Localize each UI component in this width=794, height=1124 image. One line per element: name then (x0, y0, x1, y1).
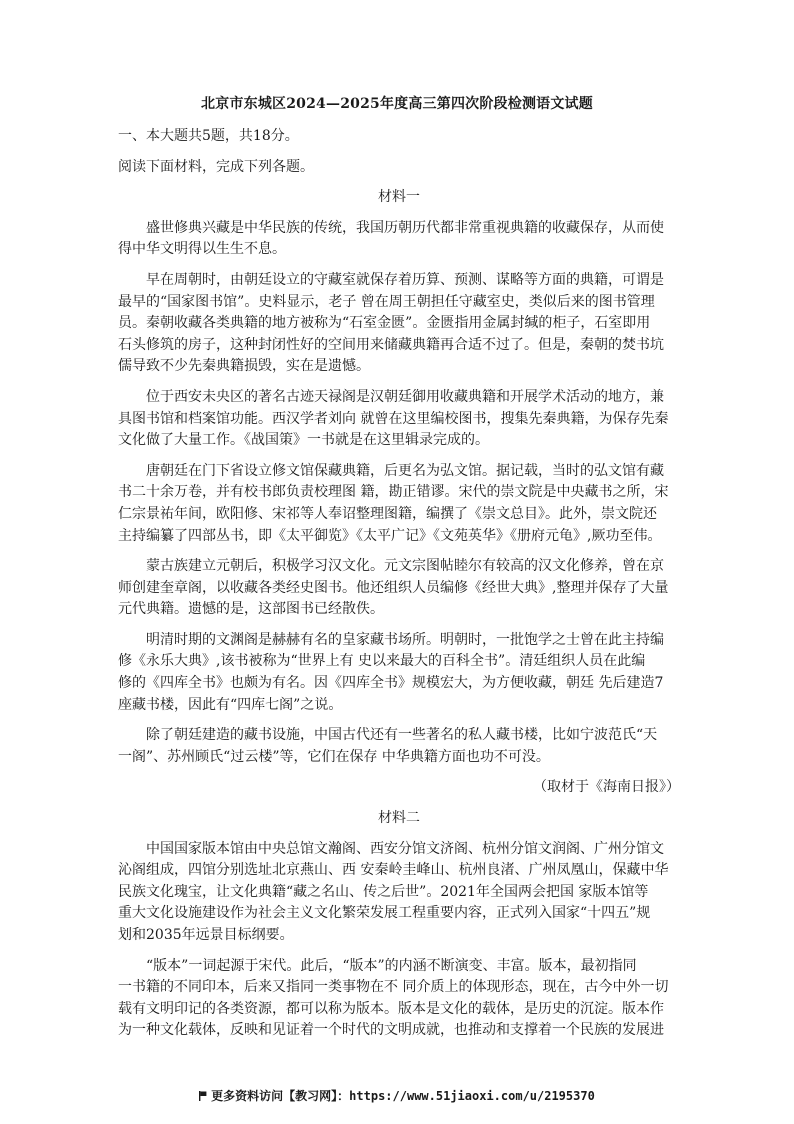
paragraph-line: 一阁”、苏州顾氏“过云楼”等，它们在保存 中华典籍方面也功不可没。 (118, 748, 550, 765)
material2-paragraph (118, 839, 680, 947)
page-title: 北京市东城区2024—2025年度高三第四次阶段检测语文试题 (201, 96, 593, 112)
material1-paragraph (118, 461, 680, 547)
paragraph-line: “版本”一词起源于宋代。此后，“版本”的内涵不断演变、丰富。版本，最初指同 (146, 957, 637, 974)
paragraph-line: 石头修筑的房子，这种封闭性好的空间用来储藏典籍再合适不过了。但是，秦朝的焚书坑 (118, 336, 664, 353)
paragraph-line: 修《永乐大典》,该书被称为“世界上有 史以来最大的百科全书”。清廷组织人员在此编 (118, 653, 646, 670)
paragraph-line: 蒙古族建立元朝后，积极学习汉文化。元文宗图帖睦尔有较高的汉文化修养，曾在京 (146, 558, 664, 575)
paragraph-line: 师创建奎章阁，以收藏各类经史图书。他还组织人员编修《经世大典》,整理并保存了大量 (118, 579, 669, 596)
material1-paragraph (118, 556, 680, 621)
footer-text: 更多资料访问【教习网】：https://www.51jiaoxi.com/u/2195370 (211, 1089, 595, 1103)
material1-paragraph (118, 270, 680, 378)
material1-paragraph (118, 725, 680, 768)
section-header: 一、本大题共5题，共18分。 (118, 128, 299, 144)
paragraph-line: 划和2035年远景目标纲要。 (118, 927, 294, 943)
paragraph-line: 主持编纂了四部丛书，即《太平御览》《太平广记》《文苑英华》《册府元龟》,厥功至伟。 (118, 527, 662, 544)
paragraph-line: 民族文化瑰宝，让文化典籍“藏之名山、传之后世”。2021年全国两会把国 家版本馆等 (118, 883, 649, 900)
paragraph-line: 文化做了大量工作。《战国策》一书就是在这里辑录完成的。 (118, 432, 489, 449)
paragraph-line: 具图书馆和档案馆功能。西汉学者刘向 就曾在这里编校图书，搜集先秦典籍，为保存先秦 (118, 410, 669, 427)
paragraph-line: 最早的“国家图书馆”。史料显示，老子 曾在周王朝担任守藏室史，类似后来的图书管理 (118, 293, 655, 310)
paragraph-line: 盛世修典兴藏是中华民族的传统，我国历朝历代都非常重视典籍的收藏保存，从而使 (146, 219, 664, 236)
material2-paragraph (118, 956, 680, 1042)
paragraph-line: 明清时期的文渊阁是赫赫有名的皇家藏书场所。明朝时，一批饱学之士曾在此主持编 (146, 631, 664, 648)
paragraph-line: 员。秦朝收藏各类典籍的地方被称为“石室金匮”。金匮指用金属封缄的柜子，石室即用 (118, 315, 651, 332)
paragraph-line: 儒导致不少先秦典籍损毁，实在是遗憾。 (118, 358, 370, 375)
material1-heading: 材料一 (378, 189, 420, 206)
flag-icon (199, 1091, 207, 1101)
material2-paragraphs (118, 839, 680, 1042)
paragraph-line: 除了朝廷建造的藏书设施，中国古代还有一些著名的私人藏书楼，比如宁波范氏“天 (146, 727, 658, 744)
paragraph-line: 为一种文化载体，反映和见证着一个时代的文明成就，也推动和支撑着一个民族的发展进 (118, 1022, 664, 1039)
material1-paragraphs (118, 218, 680, 769)
document-body (118, 126, 680, 1051)
paragraph-line: 元代典籍。遗憾的是，这部图书已经散佚。 (118, 601, 384, 618)
material1-paragraph (118, 218, 680, 261)
material1-source: （取材于《海南日报》） (533, 779, 680, 796)
paragraph-line: 中国国家版本馆由中央总馆文瀚阁、西安分馆文济阁、杭州分馆文润阁、广州分馆文 (146, 840, 664, 857)
paragraph-line: 沁阁组成，四馆分别选址北京燕山、西 安秦岭圭峰山、杭州良渚、广州凤凰山，保藏中华 (118, 862, 669, 879)
paragraph-line: 书二十余万卷，并有校书郎负责校理图 籍，勘正错谬。宋代的崇文院是中央藏书之所，宋 (118, 484, 669, 501)
paragraph-line: 得中华文明得以生生不息。 (118, 241, 286, 258)
material1-paragraph (118, 630, 680, 716)
paragraph-line: 唐朝廷在门下省设立修文馆保藏典籍，后更名为弘文馆。据记载，当时的弘文馆有藏 (146, 462, 664, 479)
paragraph-line: 重大文化设施建设作为社会主义文化繁荣发展工程重要内容，正式列入国家“十四五”规 (118, 905, 651, 922)
paragraph-line: 早在周朝时，由朝廷设立的守藏室就保存着历算、预测、谋略等方面的典籍，可谓是 (146, 271, 664, 288)
paragraph-line: 载有文明印记的各类资源，都可以称为版本。版本是文化的载体，是历史的沉淀。版本作 (118, 1000, 664, 1017)
instruction-text: 阅读下面材料，完成下列各题。 (118, 158, 314, 175)
paragraph-line: 修的《四库全书》也颇为有名。因《四库全书》规模宏大，为方便收藏，朝廷 先后建造7 (118, 675, 664, 692)
paragraph-line: 一书籍的不同印本，后来又指同一类事物在不 同介质上的体现形态，现在，古今中外一切 (118, 979, 669, 996)
material1-paragraph (118, 387, 680, 452)
material2-heading: 材料二 (378, 810, 420, 827)
paragraph-line: 座藏书楼，因此有“四库七阁”之说。 (118, 696, 343, 713)
paragraph-line: 位于西安未央区的著名古迹天禄阁是汉朝廷御用收藏典籍和开展学术活动的地方，兼 (146, 388, 664, 405)
paragraph-line: 仁宗景祐年间，欧阳修、宋祁等人奉诏整理图籍，编撰了《崇文总目》。此外，崇文院还 (118, 505, 657, 522)
footer-link[interactable] (0, 1087, 794, 1104)
